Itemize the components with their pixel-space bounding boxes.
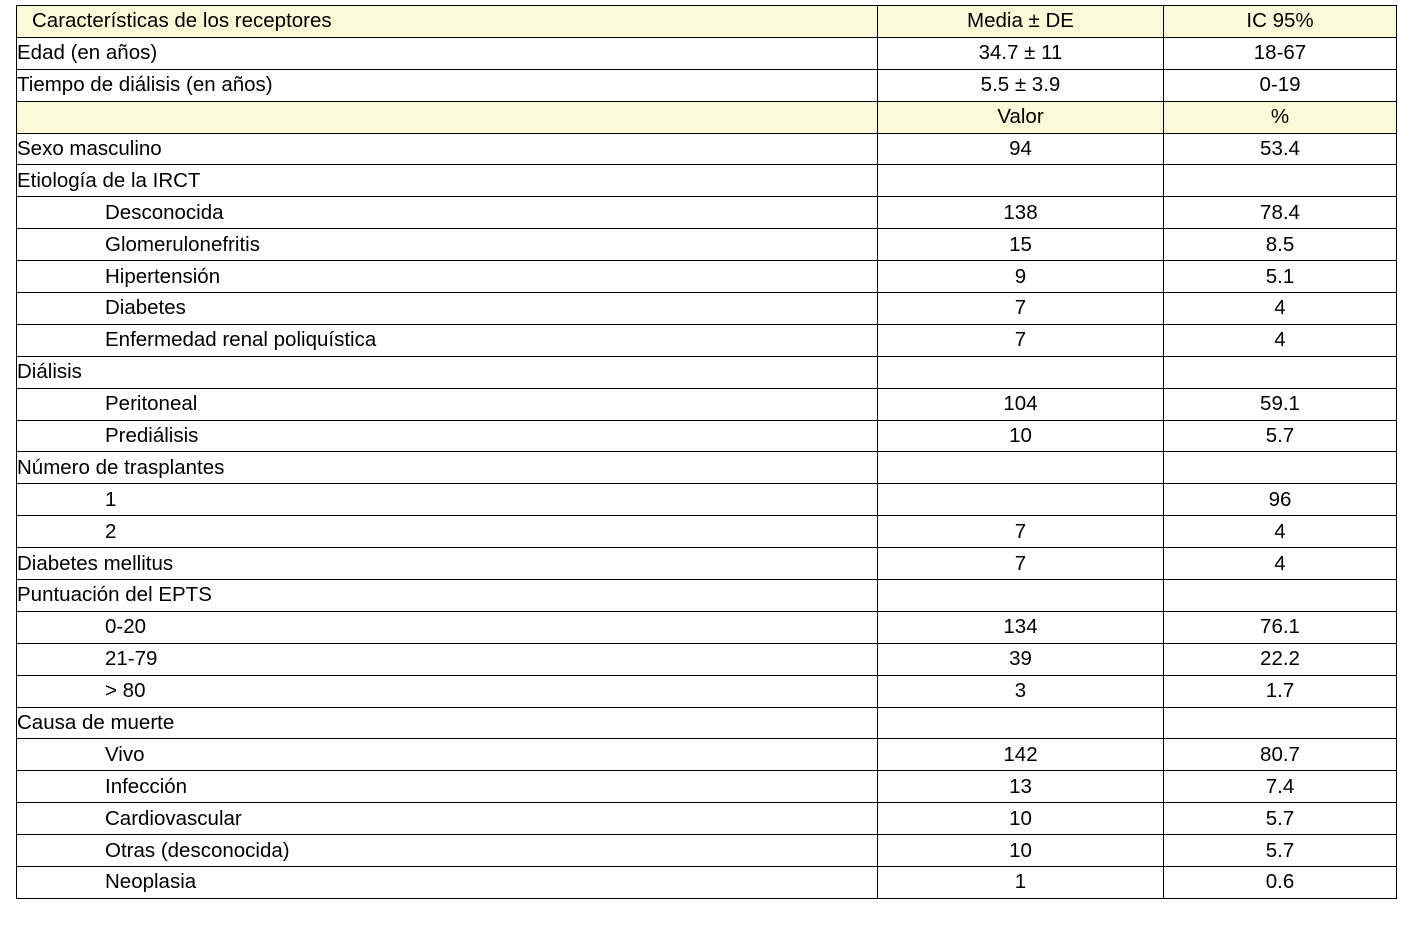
row-count: 7 (878, 293, 1164, 325)
table-row (17, 452, 1397, 484)
row-label: Etiología de la IRCT (17, 165, 878, 197)
row-label: Glomerulonefritis (17, 229, 878, 261)
row-label: Diabetes mellitus (17, 548, 878, 580)
row-count: 7 (878, 324, 1164, 356)
row-count: 39 (878, 643, 1164, 675)
row-label: Número de trasplantes (17, 452, 878, 484)
row-percent: 7.4 (1164, 771, 1397, 803)
header-characteristic: Características de los receptores (17, 6, 878, 38)
subheader-value: Valor (878, 101, 1164, 133)
row-label: Diálisis (17, 356, 878, 388)
table-row (17, 229, 1397, 261)
row-percent: 78.4 (1164, 197, 1397, 229)
row-label: Infección (17, 771, 878, 803)
row-range: 0-19 (1164, 69, 1397, 101)
table-row (17, 356, 1397, 388)
row-percent: 5.7 (1164, 420, 1397, 452)
row-label: Puntuación del EPTS (17, 580, 878, 612)
row-count: 10 (878, 420, 1164, 452)
subheader-empty (17, 101, 878, 133)
row-label: Vivo (17, 739, 878, 771)
row-count: 3 (878, 675, 1164, 707)
row-percent: 4 (1164, 324, 1397, 356)
table-header-row (17, 6, 1397, 38)
row-count (878, 165, 1164, 197)
table-row (17, 803, 1397, 835)
row-count: 1 (878, 867, 1164, 899)
row-percent: 4 (1164, 293, 1397, 325)
row-percent: 8.5 (1164, 229, 1397, 261)
row-count: 15 (878, 229, 1164, 261)
row-percent: 80.7 (1164, 739, 1397, 771)
table-row (17, 739, 1397, 771)
row-count: 7 (878, 548, 1164, 580)
row-percent: 1.7 (1164, 675, 1397, 707)
table-row (17, 580, 1397, 612)
row-count (878, 484, 1164, 516)
row-label: Causa de muerte (17, 707, 878, 739)
row-count: 13 (878, 771, 1164, 803)
row-value: 34.7 ± 11 (878, 37, 1164, 69)
row-count: 142 (878, 739, 1164, 771)
row-count: 104 (878, 388, 1164, 420)
row-value: 5.5 ± 3.9 (878, 69, 1164, 101)
row-count: 9 (878, 261, 1164, 293)
row-count (878, 452, 1164, 484)
row-label: Desconocida (17, 197, 878, 229)
table-row (17, 771, 1397, 803)
table-row (17, 133, 1397, 165)
table-row (17, 643, 1397, 675)
row-percent: 53.4 (1164, 133, 1397, 165)
row-label: Enfermedad renal poliquística (17, 324, 878, 356)
row-count (878, 580, 1164, 612)
row-count: 7 (878, 516, 1164, 548)
row-percent (1164, 452, 1397, 484)
header-mean-sd: Media ± DE (878, 6, 1164, 38)
row-label: > 80 (17, 675, 878, 707)
table-row (17, 484, 1397, 516)
row-label: 21-79 (17, 643, 878, 675)
row-label: 2 (17, 516, 878, 548)
row-percent: 5.7 (1164, 803, 1397, 835)
table-row (17, 324, 1397, 356)
row-label: Edad (en años) (17, 37, 878, 69)
row-count (878, 356, 1164, 388)
row-label: 0-20 (17, 611, 878, 643)
table-row (17, 707, 1397, 739)
row-percent: 59.1 (1164, 388, 1397, 420)
row-percent (1164, 356, 1397, 388)
row-percent (1164, 707, 1397, 739)
row-percent: 4 (1164, 548, 1397, 580)
row-percent: 0.6 (1164, 867, 1397, 899)
row-label: Tiempo de diálisis (en años) (17, 69, 878, 101)
row-count: 94 (878, 133, 1164, 165)
row-range: 18-67 (1164, 37, 1397, 69)
row-label: Otras (desconocida) (17, 835, 878, 867)
table-row (17, 420, 1397, 452)
row-label: Cardiovascular (17, 803, 878, 835)
row-count: 10 (878, 835, 1164, 867)
header-ci-95: IC 95% (1164, 6, 1397, 38)
row-percent (1164, 165, 1397, 197)
table-row (17, 835, 1397, 867)
row-percent: 76.1 (1164, 611, 1397, 643)
table-body (17, 6, 1397, 899)
row-count: 10 (878, 803, 1164, 835)
table-row (17, 516, 1397, 548)
row-label: Prediálisis (17, 420, 878, 452)
row-label: Peritoneal (17, 388, 878, 420)
table-row (17, 261, 1397, 293)
row-count: 134 (878, 611, 1164, 643)
row-label: 1 (17, 484, 878, 516)
table-row (17, 611, 1397, 643)
receptor-characteristics-table (16, 5, 1397, 899)
row-percent: 5.7 (1164, 835, 1397, 867)
row-label: Neoplasia (17, 867, 878, 899)
table-row (17, 388, 1397, 420)
row-label: Diabetes (17, 293, 878, 325)
subheader-percent: % (1164, 101, 1397, 133)
row-percent: 5.1 (1164, 261, 1397, 293)
table-row (17, 37, 1397, 69)
row-percent: 22.2 (1164, 643, 1397, 675)
table-row (17, 69, 1397, 101)
table-row (17, 293, 1397, 325)
table-row (17, 867, 1397, 899)
row-count (878, 707, 1164, 739)
table-row (17, 165, 1397, 197)
table-row (17, 197, 1397, 229)
row-label: Sexo masculino (17, 133, 878, 165)
table-row (17, 548, 1397, 580)
row-count: 138 (878, 197, 1164, 229)
row-percent (1164, 580, 1397, 612)
table-subheader-row (17, 101, 1397, 133)
row-label: Hipertensión (17, 261, 878, 293)
table-row (17, 675, 1397, 707)
row-percent: 96 (1164, 484, 1397, 516)
row-percent: 4 (1164, 516, 1397, 548)
